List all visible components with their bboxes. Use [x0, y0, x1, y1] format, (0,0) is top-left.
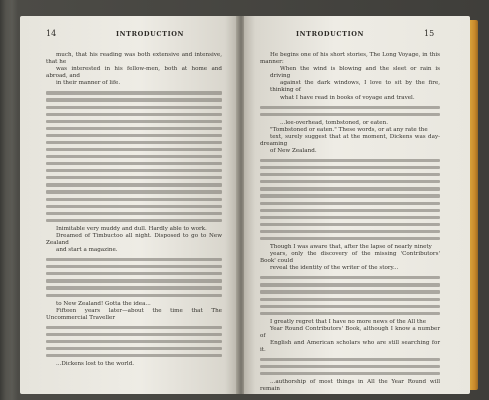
illegible-line	[46, 148, 222, 151]
illegible-line	[46, 183, 222, 186]
illegible-line	[260, 237, 440, 240]
illegible-line	[260, 166, 440, 169]
illegible-line	[46, 155, 222, 158]
illegible-line	[260, 283, 440, 286]
illegible-line	[46, 286, 222, 289]
illegible-line	[260, 372, 440, 375]
illegible-line	[46, 272, 222, 275]
quote-line: ...lee-overhead, tombstoned, or eaten.	[280, 119, 388, 126]
right-page	[244, 16, 470, 394]
illegible-line	[260, 209, 440, 212]
illegible-line	[46, 219, 222, 222]
illegible-line	[46, 120, 222, 123]
text-line: He begins one of his short stories, The Long Voyage, in this manner:	[260, 52, 440, 66]
illegible-line	[46, 190, 222, 193]
illegible-line	[260, 202, 440, 205]
illegible-line	[46, 205, 222, 208]
illegible-line	[260, 358, 440, 361]
illegible-line	[260, 106, 440, 109]
illegible-line	[46, 91, 222, 94]
illegible-line	[46, 279, 222, 282]
illegible-line	[260, 230, 440, 233]
illegible-line	[46, 141, 222, 144]
illegible-line	[46, 333, 222, 336]
right-page-text	[260, 52, 440, 394]
illegible-line	[46, 176, 222, 179]
illegible-line	[260, 298, 440, 301]
illegible-line	[260, 113, 440, 116]
quote-line: against the dark windows, I love to sit by the fire, thinking of	[270, 80, 440, 94]
text-line: was interested in his fellow-men, both at home and abroad, and	[46, 66, 222, 80]
text-line: English and American scholars who are still searching for it.	[260, 340, 440, 354]
illegible-line	[46, 98, 222, 101]
text-line: Fifteen years later—about the time that The Uncommercial Traveller	[46, 307, 222, 321]
illegible-line	[260, 223, 440, 226]
text-line: I greatly regret that I have no more news of the All the	[270, 318, 427, 325]
quote-line: When the wind is blowing and the sleet or rain is driving	[270, 66, 440, 80]
illegible-line	[260, 305, 440, 308]
illegible-line	[260, 159, 440, 162]
text-line: Though I was aware that, after the lapse of nearly ninety	[270, 244, 432, 250]
illegible-line	[260, 180, 440, 183]
left-page	[20, 16, 238, 394]
text-line: Year Round Contributors' Book, although I know a number of	[260, 325, 440, 339]
illegible-line	[46, 326, 222, 329]
illegible-line	[260, 312, 440, 315]
page-number-left: 14	[46, 29, 57, 38]
illegible-line	[46, 162, 222, 165]
illegible-line	[260, 187, 440, 190]
illegible-line	[260, 365, 440, 368]
illegible-line	[260, 276, 440, 279]
illegible-line	[260, 216, 440, 219]
text-line: in their manner of life.	[56, 80, 121, 87]
illegible-line	[46, 113, 222, 116]
illegible-line	[46, 265, 222, 268]
illegible-line	[46, 134, 222, 137]
illegible-line	[260, 173, 440, 176]
running-head-right: INTRODUCTION	[296, 30, 365, 38]
page-number-right: 15	[424, 29, 435, 38]
text-line: of New Zealand.	[270, 148, 317, 155]
illegible-line	[46, 169, 222, 172]
text-line: ...Dickens lost to the world.	[56, 361, 135, 368]
text-line: Dreamed of Timbuctoo all night. Disposed to go to New Zealand	[46, 232, 222, 247]
text-line: and start a magazine.	[56, 247, 118, 254]
illegible-line	[260, 290, 440, 293]
text-line: ...authorship of most things in All the Year Round will remain	[260, 379, 440, 393]
text-line: text, surely suggest that at the moment, Dickens was day-dreaming	[260, 133, 440, 147]
illegible-line	[46, 354, 222, 357]
running-head-left: INTRODUCTION	[116, 30, 185, 38]
illegible-line	[46, 340, 222, 343]
illegible-line	[46, 258, 222, 261]
illegible-line	[46, 347, 222, 350]
text-line: years, only the discovery of the missing 'Contributors' Book' could	[260, 251, 440, 265]
text-line: to New Zealand! Gotta the idea...	[56, 300, 151, 307]
text-line: "Tombstoned or eaten." These words, or at any rate the	[270, 126, 428, 133]
quote-line: what I have read in books of voyage and travel.	[280, 94, 415, 101]
illegible-line	[260, 194, 440, 197]
illegible-line	[46, 127, 222, 130]
page-edge	[470, 20, 478, 390]
text-line: Inimitable very muddy and dull. Hardly able to work.	[56, 225, 207, 232]
illegible-line	[46, 106, 222, 109]
text-line: reveal the identity of the writer of the story...	[270, 265, 399, 272]
left-page-text	[46, 52, 222, 368]
text-line: much, that his reading was both extensive and intensive, that he	[46, 52, 222, 66]
illegible-line	[46, 294, 222, 297]
illegible-line	[46, 198, 222, 201]
illegible-line	[46, 212, 222, 215]
